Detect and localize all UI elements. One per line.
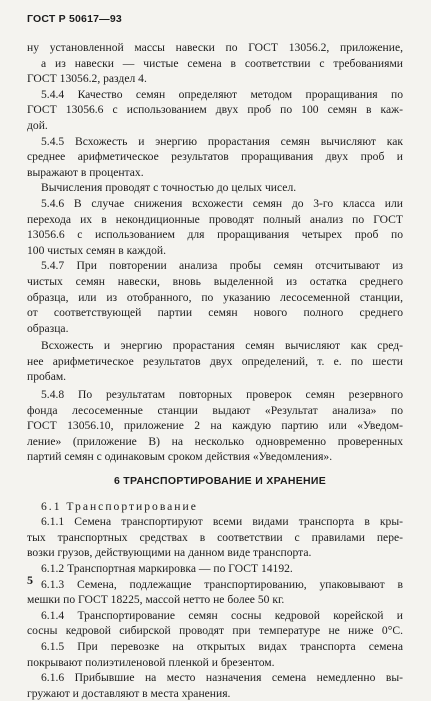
text-line: сосны кедровой сибирской проводят при температуре не ниже 0°С. xyxy=(27,624,403,638)
text-line: нее арифметическое результатов двух определений, т. е. по шести xyxy=(27,354,403,368)
text-line: ГОСТ 13056.2, раздел 4. xyxy=(27,72,147,86)
text-line: пробам. xyxy=(27,370,67,384)
text-line: образца, или из отобранного, по указанию лесосеменной станции, xyxy=(27,290,403,304)
text-line: покрывают полиэтиленовой пленкой и брезентом. xyxy=(27,655,275,669)
text-line: 13056.6 с использованием для проращивания четырех проб по xyxy=(27,228,403,242)
text-line: а из навески — чистые семена в соответствии с требованиями xyxy=(41,56,403,70)
page-body xyxy=(27,40,403,701)
text-line: ГОСТ 13056.10, приложение 2 на каждую партию или «Уведом- xyxy=(27,419,403,433)
text-line: 5.4.5 Всхожесть и энергию прорастания семян вычисляют как xyxy=(41,134,403,148)
text-line: ну установленной массы навески по ГОСТ 13056.2, приложение, xyxy=(27,41,403,54)
text-line: ление» (приложение В) на несколько одновременно проверенных xyxy=(27,434,403,448)
subsection-title: 6.1 Транспортирование xyxy=(41,499,198,513)
running-header: ГОСТ Р 50617—93 xyxy=(27,13,122,25)
text-line: возки грузов, действующими на данном виде транспорта. xyxy=(27,546,312,560)
text-line: чистых семян навески, вновь выделенной из остатка среднего xyxy=(27,274,403,288)
text-line: 6.1.5 При перевозке на открытых видах транспорта семена xyxy=(41,639,403,653)
text-line: 6.1.3 Семена, подлежащие транспортированию, упаковывают в xyxy=(41,577,403,591)
text-line: 6.1.6 Прибывшие на место назначения семена немедленно вы- xyxy=(41,671,403,685)
text-line: мешки по ГОСТ 18225, массой нетто не более 50 кг. xyxy=(27,593,285,607)
text-line: среднее арифметическое результатов проращивания двух проб и xyxy=(27,150,403,164)
text-line: 5.4.8 По результатам повторных проверок семян резервного xyxy=(41,388,403,402)
text-line: ГОСТ 13056.6 с использованием двух проб по 100 семян в каж- xyxy=(27,103,403,117)
text-line: 6.1.2 Транспортная маркировка — по ГОСТ 14192. xyxy=(41,562,293,575)
text-line: перехода их в некондиционные проводят полный анализ по ГОСТ xyxy=(27,212,403,226)
page-number: 5 xyxy=(27,573,33,587)
text-line: гружают и доставляют в места хранения. xyxy=(27,686,231,700)
text-line: 5.4.7 При повторении анализа пробы семян отсчитывают из xyxy=(41,259,403,273)
text-line: от соответствующей партии семян нового полного среднего xyxy=(27,306,403,320)
text-line: выражают в процентах. xyxy=(27,165,144,179)
text-line: 6.1.4 Транспортирование семян сосны кедровой корейской и xyxy=(41,608,403,622)
text-line: 5.4.6 В случае снижения всхожести семян до 3-го класса или xyxy=(41,196,403,210)
text-line: Всхожесть и энергию прорастания семян вычисляют как сред- xyxy=(41,339,403,353)
text-line: фонда лесосеменные станции выдают «Результат анализа» по xyxy=(27,403,403,417)
text-line: дой. xyxy=(27,118,48,132)
text-line: партий семян с одинаковым сроком действия «Уведомления». xyxy=(27,450,333,464)
text-line: 6.1.1 Семена транспортируют всеми видами транспорта в кры- xyxy=(41,515,403,529)
text-line: образца. xyxy=(27,321,69,335)
text-line: 100 чистых семян в каждой. xyxy=(27,243,167,257)
section-heading: 6 ТРАНСПОРТИРОВАНИЕ И ХРАНЕНИЕ xyxy=(113,475,327,488)
text-line: Вычисления проводят с точностью до целых чисел. xyxy=(41,181,297,195)
text-line: 5.4.4 Качество семян определяют методом проращивания по xyxy=(41,87,403,101)
text-line: тых транспортных средствах в соответствии с правилами пере- xyxy=(27,530,403,544)
